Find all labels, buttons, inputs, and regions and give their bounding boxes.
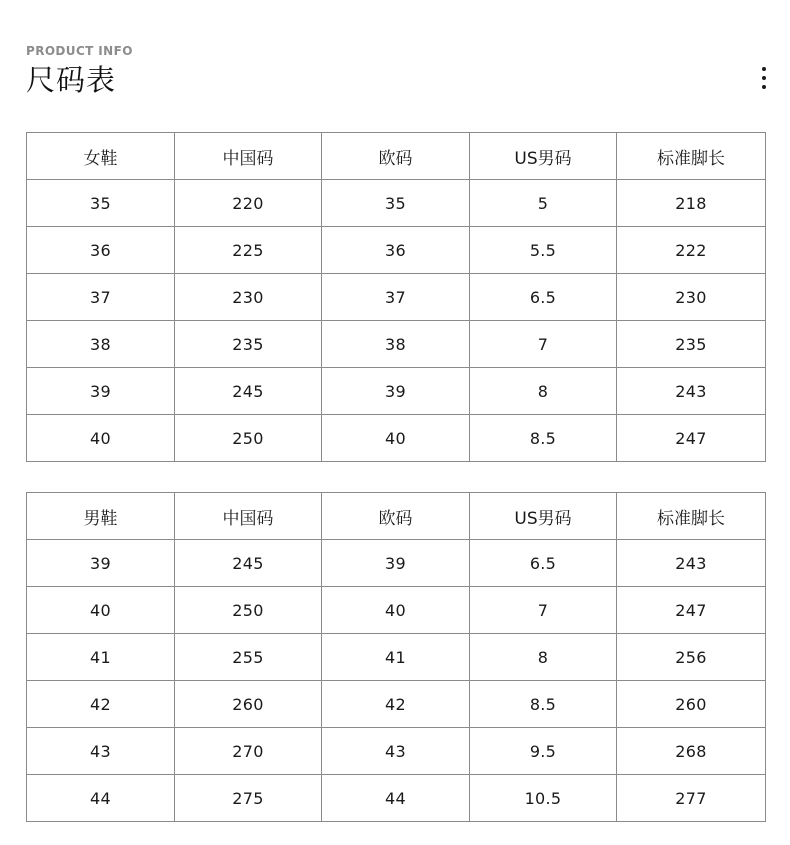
table-row (27, 368, 766, 415)
table-row (27, 728, 766, 775)
table-row (27, 180, 766, 227)
table-cell: 42 (322, 681, 470, 728)
table-cell: 7 (470, 321, 617, 368)
column-header-china-size: 中国码 (175, 493, 322, 540)
table-cell: 235 (617, 321, 766, 368)
table-cell: 6.5 (470, 540, 617, 587)
table-cell: 260 (175, 681, 322, 728)
table-cell: 36 (27, 227, 175, 274)
table-cell: 43 (27, 728, 175, 775)
column-header-eu-size: 欧码 (322, 493, 470, 540)
table-cell: 38 (27, 321, 175, 368)
table-cell: 38 (322, 321, 470, 368)
table-cell: 40 (27, 587, 175, 634)
table-cell: 36 (322, 227, 470, 274)
table-cell: 9.5 (470, 728, 617, 775)
table-cell: 243 (617, 368, 766, 415)
table-cell: 275 (175, 775, 322, 822)
table-cell: 35 (27, 180, 175, 227)
column-header-us-men-size: US男码 (470, 493, 617, 540)
table-cell: 39 (27, 540, 175, 587)
table-cell: 255 (175, 634, 322, 681)
table-cell: 260 (617, 681, 766, 728)
table-cell: 37 (322, 274, 470, 321)
column-header-women-shoes: 女鞋 (27, 133, 175, 180)
table-cell: 245 (175, 368, 322, 415)
table-cell: 247 (617, 415, 766, 462)
table-cell: 277 (617, 775, 766, 822)
table-cell: 37 (27, 274, 175, 321)
table-cell: 230 (175, 274, 322, 321)
table-cell: 8 (470, 634, 617, 681)
table-cell: 8 (470, 368, 617, 415)
page-subtitle: PRODUCT INFO (26, 44, 133, 58)
table-row (27, 321, 766, 368)
column-header-us-men-size: US男码 (470, 133, 617, 180)
table-row (27, 415, 766, 462)
table-row (27, 634, 766, 681)
table-cell: 10.5 (470, 775, 617, 822)
table-cell: 8.5 (470, 415, 617, 462)
table-cell: 270 (175, 728, 322, 775)
table-cell: 247 (617, 587, 766, 634)
table-cell: 44 (322, 775, 470, 822)
table-cell: 43 (322, 728, 470, 775)
table-header-row (27, 133, 766, 180)
column-header-foot-length: 标准脚长 (617, 133, 766, 180)
table-cell: 8.5 (470, 681, 617, 728)
table-cell: 235 (175, 321, 322, 368)
table-cell: 7 (470, 587, 617, 634)
table-cell: 40 (322, 587, 470, 634)
table-cell: 42 (27, 681, 175, 728)
table-cell: 250 (175, 587, 322, 634)
table-cell: 41 (322, 634, 470, 681)
table-header-row (27, 493, 766, 540)
table-cell: 5 (470, 180, 617, 227)
column-header-eu-size: 欧码 (322, 133, 470, 180)
table-row (27, 540, 766, 587)
table-cell: 5.5 (470, 227, 617, 274)
table-cell: 220 (175, 180, 322, 227)
table-row (27, 274, 766, 321)
page-title: 尺码表 (26, 63, 117, 97)
men-size-table (26, 492, 766, 822)
table-cell: 39 (27, 368, 175, 415)
table-cell: 39 (322, 368, 470, 415)
column-header-china-size: 中国码 (175, 133, 322, 180)
table-row (27, 775, 766, 822)
column-header-foot-length: 标准脚长 (617, 493, 766, 540)
table-cell: 6.5 (470, 274, 617, 321)
table-cell: 40 (322, 415, 470, 462)
table-row (27, 587, 766, 634)
table-cell: 225 (175, 227, 322, 274)
page-header (26, 44, 766, 104)
table-cell: 230 (617, 274, 766, 321)
table-row (27, 681, 766, 728)
table-cell: 39 (322, 540, 470, 587)
more-vertical-icon[interactable] (758, 64, 770, 94)
table-cell: 256 (617, 634, 766, 681)
table-cell: 44 (27, 775, 175, 822)
table-cell: 218 (617, 180, 766, 227)
table-cell: 243 (617, 540, 766, 587)
table-cell: 245 (175, 540, 322, 587)
table-cell: 222 (617, 227, 766, 274)
table-cell: 41 (27, 634, 175, 681)
women-size-table (26, 132, 766, 462)
table-cell: 268 (617, 728, 766, 775)
table-cell: 40 (27, 415, 175, 462)
table-cell: 35 (322, 180, 470, 227)
column-header-men-shoes: 男鞋 (27, 493, 175, 540)
table-cell: 250 (175, 415, 322, 462)
table-row (27, 227, 766, 274)
